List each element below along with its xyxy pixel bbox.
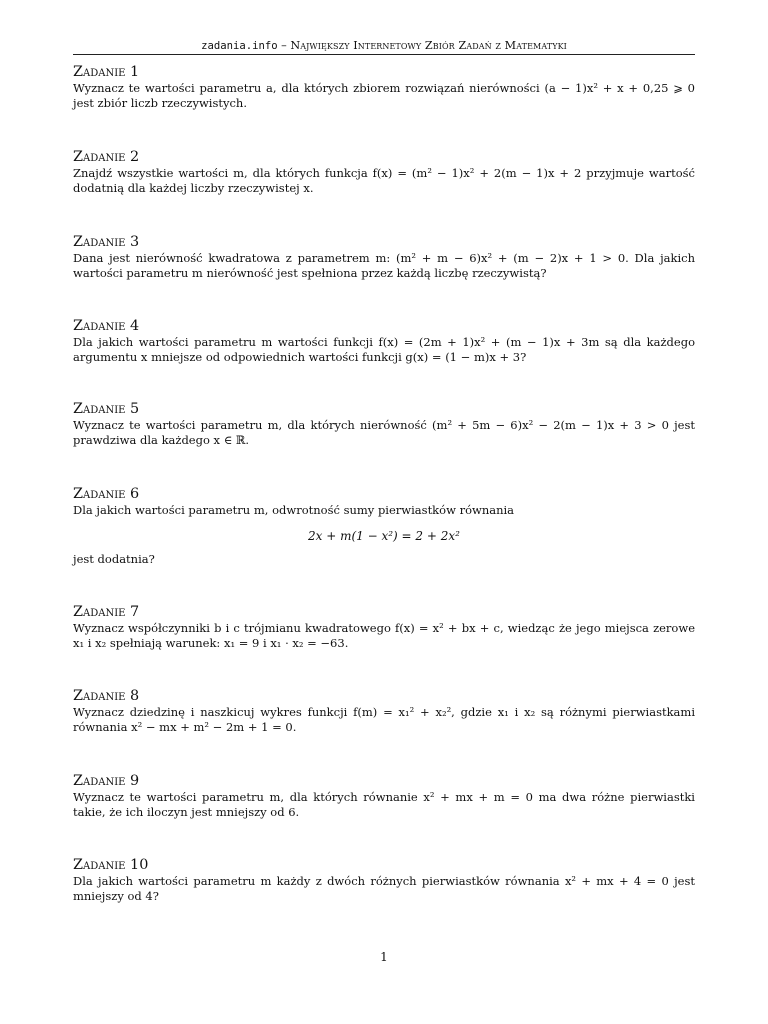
task-7 [73, 604, 695, 651]
task-3 [73, 234, 695, 281]
task-6 [73, 486, 695, 567]
task-title: Zadanie 1 [73, 64, 140, 80]
task-1 [73, 64, 695, 111]
task-title: Zadanie 7 [73, 604, 140, 620]
task-title: Zadanie 3 [73, 234, 140, 250]
page-header [73, 38, 695, 54]
task-10 [73, 857, 695, 904]
header-separator: – [277, 39, 291, 52]
task-8 [73, 688, 695, 735]
task-9 [73, 773, 695, 820]
header-rule [73, 54, 695, 55]
task-text: Wyznacz dziedzinę i naszkicuj wykres funkcji f(m) = x₁² + x₂², gdzie x₁ i x₂ są różnymi pierwiastkami równania x² − mx + m² − 2m + 1 = 0. [73, 705, 695, 734]
task-title: Zadanie 9 [73, 773, 140, 789]
task-text: Wyznacz te wartości parametru m, dla których nierówność (m² + 5m − 6)x² − 2(m − 1)x + 3 > 0 jest prawdziwa dla każdego x ∈ ℝ. [73, 418, 695, 447]
header-title: Największy Internetowy Zbiór Zadań z Matematyki [290, 39, 567, 52]
task-equation: 2x + m(1 − x²) = 2 + 2x² [308, 529, 460, 543]
task-2 [73, 149, 695, 196]
task-text: Dla jakich wartości parametru m każdy z dwóch różnych pierwiastków równania x² + mx + 4 = 0 jest mniejszy od 4? [73, 874, 695, 903]
task-title: Zadanie 2 [73, 149, 140, 165]
task-title: Zadanie 10 [73, 857, 149, 873]
task-text: Znajdź wszystkie wartości m, dla których funkcja f(x) = (m² − 1)x² + 2(m − 1)x + 2 przyjmuje wartość dodatnią dla każdej liczby rzeczywistej x. [73, 166, 695, 195]
task-5 [73, 401, 695, 448]
task-title: Zadanie 4 [73, 318, 140, 334]
task-text: Wyznacz współczynniki b i c trójmianu kwadratowego f(x) = x² + bx + c, wiedząc że jego miejsca zerowe x₁ i x₂ spełniają warunek: x₁ = 9 i x₁ · x₂ = −63. [73, 621, 695, 650]
task-4 [73, 318, 695, 365]
page-number: 1 [380, 950, 388, 964]
task-text: Dana jest nierówność kwadratowa z parametrem m: (m² + m − 6)x² + (m − 2)x + 1 > 0. Dla jakich wartości parametru m nierówność jest spełniona przez każdą liczbę rzeczywistą? [73, 251, 695, 280]
task-text: Wyznacz te wartości parametru m, dla których równanie x² + mx + m = 0 ma dwa różne pierwiastki takie, że ich iloczyn jest mniejszy od 6. [73, 790, 695, 819]
task-title: Zadanie 8 [73, 688, 140, 704]
task-text: Dla jakich wartości parametru m, odwrotność sumy pierwiastków równania [73, 503, 515, 517]
site-name: zadania.info [201, 40, 278, 52]
task-text: Dla jakich wartości parametru m wartości funkcji f(x) = (2m + 1)x² + (m − 1)x + 3m są dla każdego argumentu x mniejsze od odpowiednich wartości funkcji g(x) = (1 − m)x + 3? [73, 335, 695, 364]
task-text: Wyznacz te wartości parametru a, dla których zbiorem rozwiązań nierówności (a − 1)x² + x + 0,25 ⩾ 0 jest zbiór liczb rzeczywistych. [73, 81, 695, 110]
task-text-after: jest dodatnia? [73, 552, 155, 566]
task-title: Zadanie 6 [73, 486, 140, 502]
task-title: Zadanie 5 [73, 401, 140, 417]
